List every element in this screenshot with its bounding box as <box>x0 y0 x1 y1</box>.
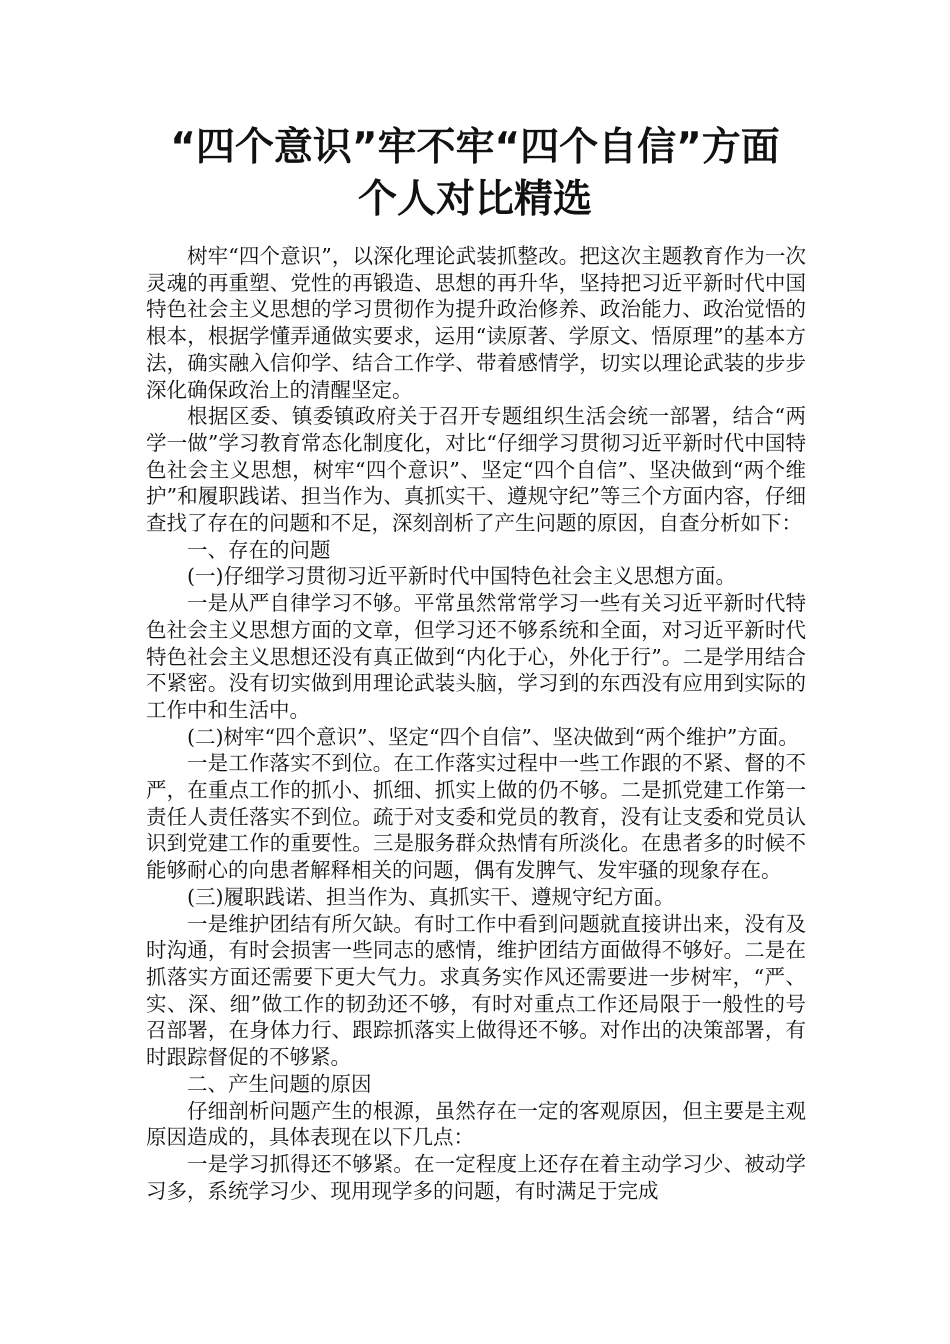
subheading-3: (三)履职践诺、担当作为、真抓实干、遵规守纪方面。 <box>187 884 675 909</box>
subheading-1: (一)仔细学习贯彻习近平新时代中国特色社会主义思想方面。 <box>187 564 736 589</box>
paragraph-background: 根据区委、镇委镇政府关于召开专题组织生活会统一部署，结合“两学一做”学习教育常态化制度化，对比“仔细学习贯彻习近平新时代中国特色社会主义思想，树牢“四个意识”、坚定“四个自信”、坚决做到“两个维护”和履职践诺、担当作为、真抓实干、遵规守纪”等三个方面内容，仔细查找了存在的问题和不足，深刻剖析了产生问题的原因，自查分析如下： <box>146 404 806 536</box>
paragraph: 仔细剖析问题产生的根源，虽然存在一定的客观原因，但主要是主观原因造成的，具体表现在以下几点： <box>146 1098 806 1150</box>
section-heading-causes: 二、产生问题的原因 <box>187 1071 372 1096</box>
document-body <box>146 243 806 1204</box>
section-heading-problems: 一、存在的问题 <box>187 537 331 562</box>
paragraph-intro: 树牢“四个意识”，以深化理论武装抓整改。把这次主题教育作为一次灵魂的再重塑、党性的再锻造、思想的再升华，坚持把习近平新时代中国特色社会主义思想的学习贯彻作为提升政治修养、政治能力、政治觉悟的根本，根据学懂弄通做实要求，运用“读原著、学原文、悟原理”的基本方法，确实融入信仰学、结合工作学、带着感情学，切实以理论武装的步步深化确保政治上的清醒坚定。 <box>146 244 806 402</box>
paragraph: 一是工作落实不到位。在工作落实过程中一些工作跟的不紧、督的不严，在重点工作的抓小、抓细、抓实上做的仍不够。二是抓党建工作第一责任人责任落实不到位。疏于对支委和党员的教育，没有让支委和党员认识到党建工作的重要性。三是服务群众热情有所淡化。在患者多的时候不能够耐心的向患者解释相关的问题，偶有发脾气、发牢骚的现象存在。 <box>146 751 806 883</box>
document-title-line-2: 个人对比精选 <box>357 177 592 222</box>
document-title-line-1: “四个意识”牢不牢“四个自信”方面 <box>170 125 780 170</box>
paragraph: 一是学习抓得还不够紧。在一定程度上还存在着主动学习少、被动学习多，系统学习少、现用现学多的问题，有时满足于完成 <box>146 1151 806 1203</box>
paragraph: 一是从严自律学习不够。平常虽然常常学习一些有关习近平新时代特色社会主义思想方面的文章，但学习还不够系统和全面，对习近平新时代特色社会主义思想还没有真正做到“内化于心，外化于行”。二是学用结合不紧密。没有切实做到用理论武装头脑，学习到的东西没有应用到实际的工作中和生活中。 <box>146 591 806 722</box>
paragraph: 一是维护团结有所欠缺。有时工作中看到问题就直接讲出来，没有及时沟通，有时会损害一些同志的感情，维护团结方面做得不够好。二是在抓落实方面还需要下更大气力。求真务实作风还需要进一步树牢，“严、实、深、细”做工作的韧劲还不够，有时对重点工作还局限于一般性的号召部署，在身体力行、跟踪抓落实上做得还不够。对作出的决策部署，有时跟踪督促的不够紧。 <box>146 911 806 1070</box>
subheading-2: (二)树牢“四个意识”、坚定“四个自信”、坚决做到“两个维护”方面。 <box>187 724 799 749</box>
